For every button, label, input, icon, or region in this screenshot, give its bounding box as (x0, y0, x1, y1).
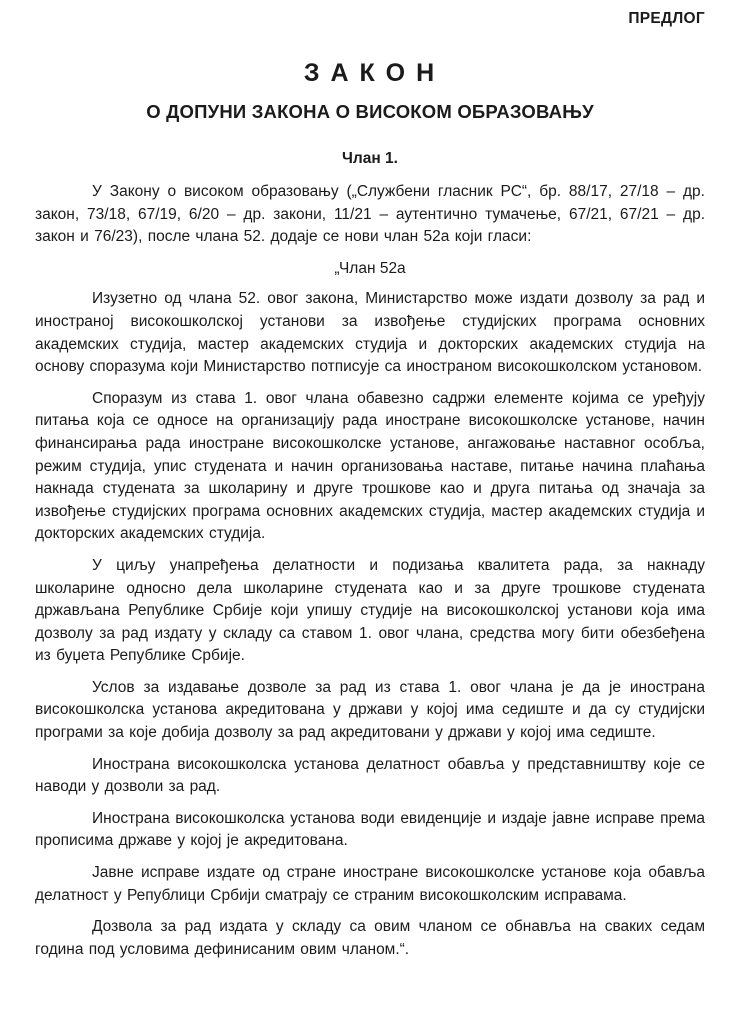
paragraph-7: Јавне исправе издате од стране иностране високошколске установе која обавља делатност у Републици Србији сматрају се страним високошколским исправама. (35, 864, 705, 904)
law-subtitle: О ДОПУНИ ЗАКОНА О ВИСОКОМ ОБРАЗОВАЊУ (146, 101, 594, 122)
paragraph-8: Дозвола за рад издата у складу са овим чланом се обнавља на сваких седам година под условима дефинисаним овим чланом.“. (35, 918, 705, 958)
paragraph-6: Инострана високошколска установа води евиденције и издаје јавне исправе према прописима државе у којој је акредитована. (35, 809, 705, 850)
paragraph-2: Споразум из става 1. овог члана обавезно садржи елементе којима се уређују питања која се односе на организацију рада иностране високошколске установе, начин финансирања рада иностране високошколске установе, ангажовање наставног особља, режим студија, упис студената и начин организовања наставе, питање начина плаћања накнада студената за школарину и друге трошкове као и друга питања од значаја за извођење студијских програма основних академских студија, мастер академских студија и докторских академских студија. (35, 389, 705, 543)
article-52a-heading: „Члан 52а (334, 259, 406, 277)
paragraph-1: Изузетно од члана 52. овог закона, Министарство може издати дозволу за рад и иностраној високошколској установи за извођење студијских програма основних академских студија, мастер академских студија и докторских академских студија на основу споразума који Министарство потписује са иностраном високошколском установом. (35, 290, 705, 376)
paragraph-3: У циљу унапређења делатности и подизања квалитета рада, за накнаду школарине односно дела школарине студената као и за друге трошкове студената држављана Републике Србије који упишу студије на високошколској установи која има дозволу за рад издату у складу са ставом 1. овог члана, средства могу бити обезбеђена из буџета Републике Србије. (35, 556, 705, 665)
paragraph-5: Инострана високошколска установа делатност обавља у представништву које се наводи у дозволи за рад. (35, 755, 705, 796)
law-title: З А К О Н (303, 59, 437, 87)
article-1-heading: Члан 1. (342, 150, 398, 167)
intro-paragraph: У Закону о високом образовању („Службени гласник РС“, бр. 88/17, 27/18 – др. закон, 73/18, 67/19, 6/20 – др. закони, 11/21 – аутентично тумачење, 67/21, 67/21 – др. закон и 76/23), после члана 52. додаје се нови члан 52а који гласи: (35, 183, 705, 246)
paragraph-4: Услов за издавање дозволе за рад из става 1. овог члана је да је инострана високошколска установа акредитована у држави у којој има седиште и да су студијски програми за које добија дозволу за рад акредитовани у држави у којој има седиште. (35, 678, 705, 742)
proposal-label: ПРЕДЛОГ (628, 10, 705, 27)
